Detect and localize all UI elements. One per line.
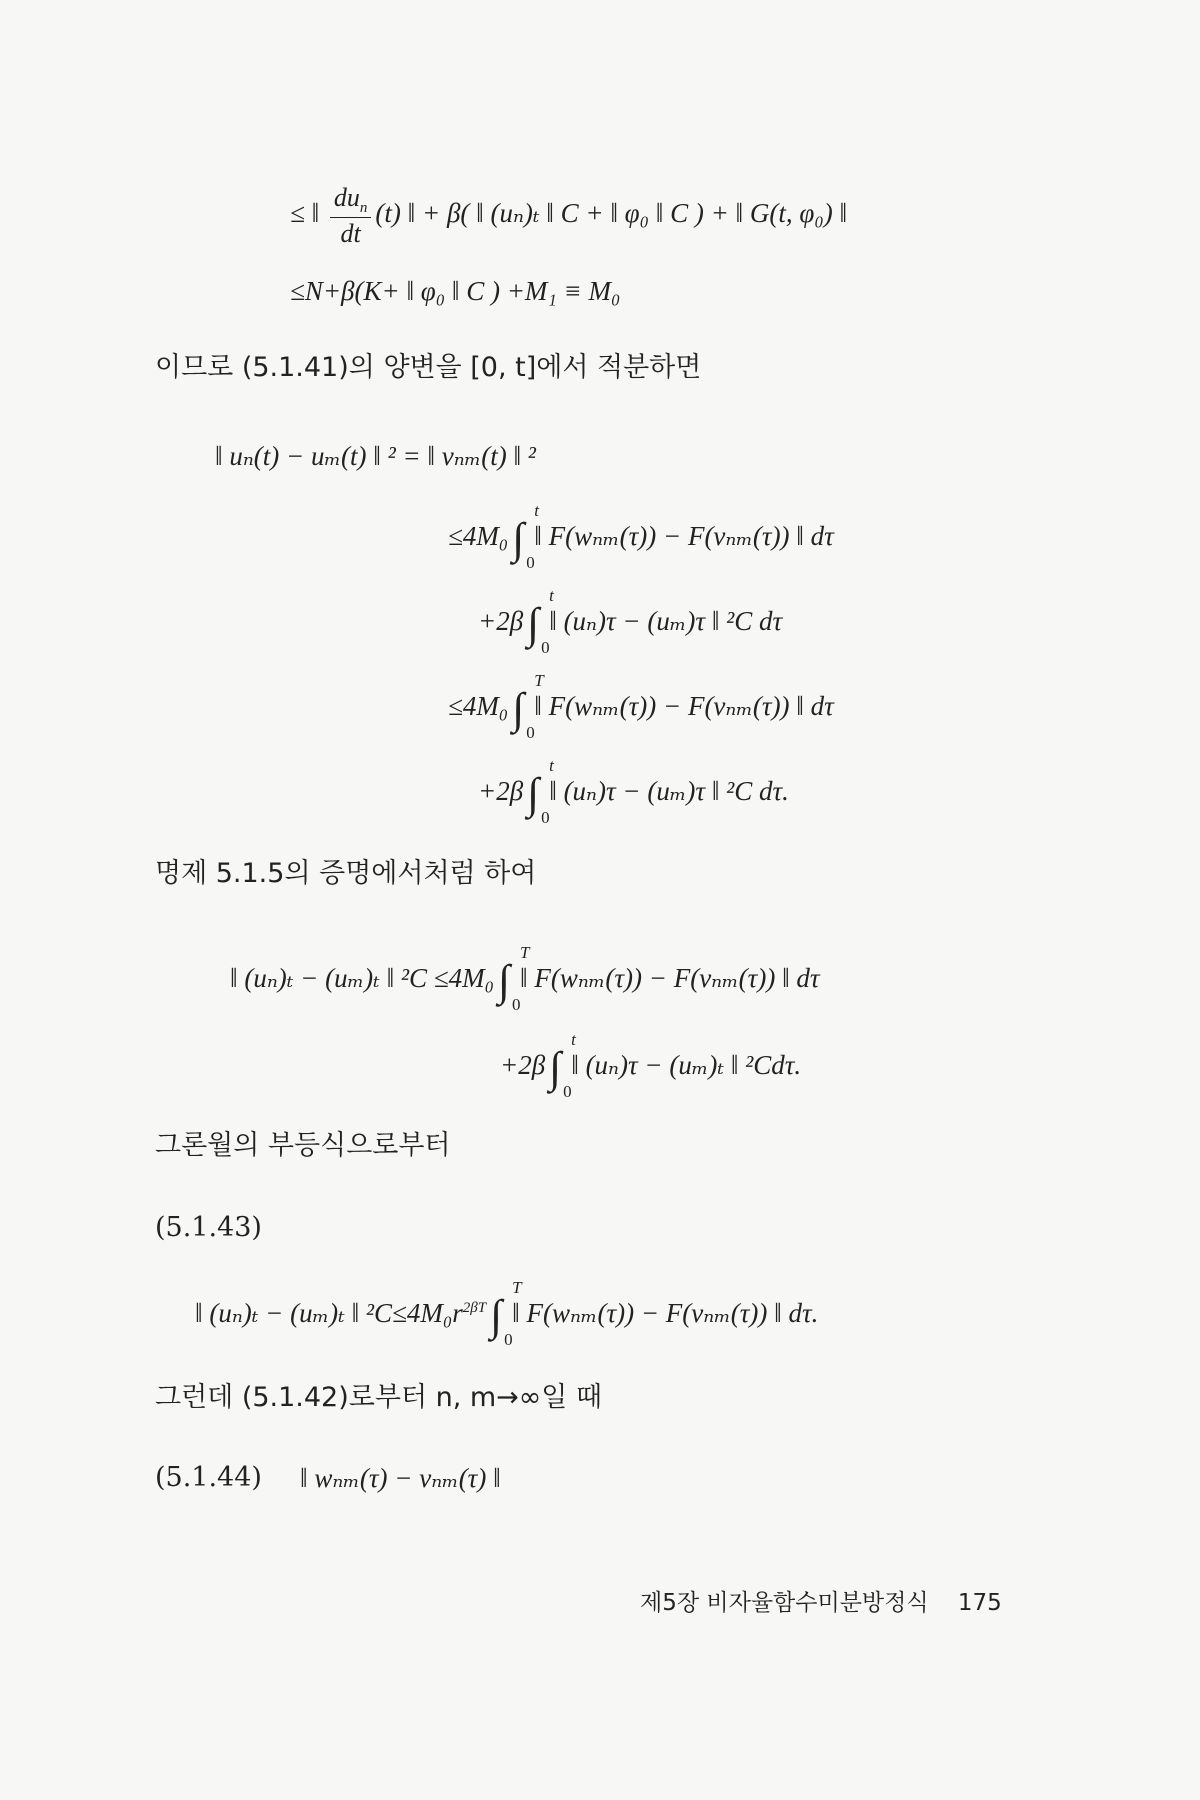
math-text: ≤4M₀	[448, 521, 509, 551]
math-text: ‖ (uₙ)ₜ − (uₘ)ₜ ‖ ²C ≤4M₀	[230, 963, 494, 993]
equation-line	[300, 1462, 501, 1494]
math-text: ‖ F(wₙₘ(τ)) − F(vₙₘ(τ)) ‖ dτ	[534, 691, 834, 721]
integral-sign: ∫ T 0	[497, 943, 530, 1015]
math-text: ‖ (uₙ)τ − (uₘ)τ ‖ ²C dτ	[549, 606, 783, 636]
page-footer	[640, 1584, 1002, 1617]
fraction	[330, 182, 372, 249]
integral-sign: ∫ t 0	[527, 756, 554, 828]
subscript: n	[359, 200, 368, 217]
equation-line	[478, 586, 783, 658]
equation-label	[155, 1462, 262, 1494]
math-text: ‖ F(wₙₘ(τ)) − F(vₙₘ(τ)) ‖ dτ.	[512, 1298, 819, 1328]
integral-lower-limit: 0	[511, 995, 521, 1015]
math-text: ‖ (uₙ)τ − (uₘ)τ ‖ ²C dτ.	[549, 776, 789, 806]
equation-label	[155, 1212, 262, 1244]
integral-upper-limit: T	[534, 671, 544, 690]
equation-line	[290, 182, 847, 249]
math-text: ≤4M₀	[448, 691, 509, 721]
integral-upper-limit: t	[534, 501, 539, 520]
paragraph-text	[155, 1382, 602, 1414]
math-text: ‖ wₙₘ(τ) − vₙₘ(τ) ‖	[300, 1463, 501, 1493]
paragraph-content: 이므로 (5.1.41)의 양변을 [0, t]에서 적분하면	[155, 352, 702, 383]
equation-line	[290, 275, 620, 307]
math-text: +2β	[478, 776, 524, 806]
integral-sign: ∫ T 0	[512, 671, 544, 743]
integral-lower-limit: 0	[541, 808, 550, 828]
chapter-title: 제5장 비자율함수미분방정식	[640, 1590, 929, 1616]
math-text: ‖ F(wₙₘ(τ)) − F(vₙₘ(τ)) ‖ dτ	[534, 521, 834, 551]
paragraph-text	[155, 1130, 450, 1162]
superscript: 2βT	[462, 1300, 487, 1316]
math-text: ‖ uₙ(t) − uₘ(t) ‖ ² = ‖ vₙₘ(t) ‖ ²	[215, 441, 536, 471]
math-text: ‖ F(wₙₘ(τ)) − F(vₙₘ(τ)) ‖ dτ	[520, 963, 820, 993]
math-text: ≤N+β(K+ ‖ φ₀ ‖ C ) +M₁ ≡ M₀	[290, 276, 621, 306]
equation-number: (5.1.43)	[155, 1212, 262, 1243]
integral-upper-limit: t	[571, 1030, 576, 1049]
integral-lower-limit: 0	[541, 638, 550, 658]
integral-lower-limit: 0	[526, 723, 535, 743]
integral-sign: ∫ t 0	[512, 501, 539, 573]
paragraph-text	[155, 858, 536, 890]
integral-upper-limit: T	[519, 943, 530, 962]
integral-upper-limit: t	[549, 586, 554, 605]
paragraph-content: 그론월의 부등식으로부터	[155, 1130, 451, 1161]
fraction-numerator: du	[333, 183, 360, 212]
paragraph-content: 그런데 (5.1.42)로부터 n, m→∞일 때	[155, 1382, 603, 1413]
integral-lower-limit: 0	[563, 1082, 572, 1102]
equation-line	[230, 943, 820, 1015]
paragraph-content: 명제 5.1.5의 증명에서처럼 하여	[155, 858, 537, 889]
paragraph-text	[155, 352, 701, 384]
equation-line	[478, 756, 789, 828]
integral-sign: ∫ t 0	[549, 1030, 576, 1102]
page-number: 175	[957, 1590, 1002, 1616]
math-text: +2β	[500, 1050, 546, 1080]
math-text: +2β	[478, 606, 524, 636]
integral-lower-limit: 0	[504, 1330, 513, 1350]
math-text: ‖ (uₙ)ₜ − (uₘ)ₜ ‖ ²C≤4M₀r	[195, 1298, 463, 1328]
integral-sign: ∫ T 0	[490, 1278, 522, 1350]
equation-line	[500, 1030, 802, 1102]
integral-upper-limit: T	[512, 1278, 522, 1297]
math-text: ‖ (uₙ)τ − (uₘ)ₜ ‖ ²Cdτ.	[571, 1050, 802, 1080]
equation-line	[195, 1278, 819, 1350]
equation-number: (5.1.44)	[155, 1462, 262, 1493]
math-text: (t) ‖ + β( ‖ (uₙ)ₜ ‖ C + ‖ φ₀ ‖ C ) + ‖ G(t, φ₀) ‖	[375, 197, 848, 228]
equation-line	[448, 501, 834, 573]
integral-upper-limit: t	[549, 756, 554, 775]
integral-sign: ∫ t 0	[527, 586, 554, 658]
integral-lower-limit: 0	[526, 553, 535, 573]
equation-line	[215, 440, 536, 472]
equation-line	[448, 671, 834, 743]
math-text: ≤ ‖	[290, 197, 326, 228]
fraction-denominator: dt	[340, 219, 361, 249]
